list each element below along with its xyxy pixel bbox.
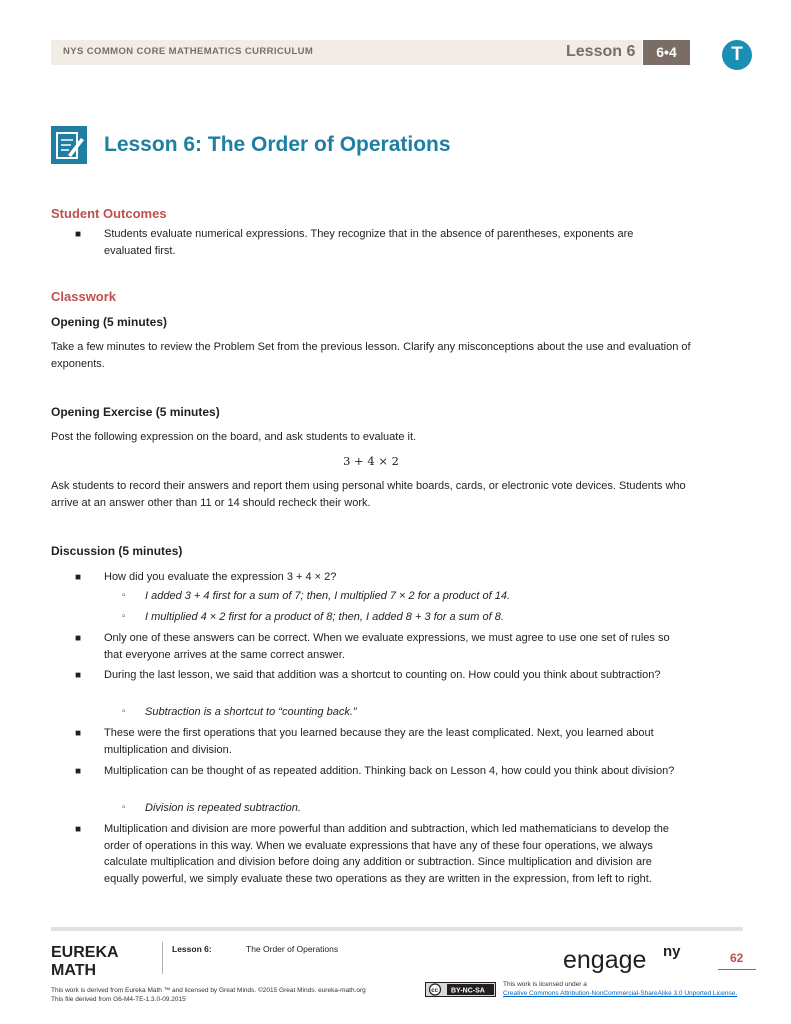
svg-text:engage: engage bbox=[563, 946, 647, 974]
footer-lesson-title: The Order of Operations bbox=[246, 944, 339, 954]
expression: 3 + 4 × 2 bbox=[343, 454, 399, 468]
footer-rule bbox=[51, 927, 743, 931]
opening-text: Take a few minutes to review the Problem Set from the previous lesson. Clarify any misconceptions about the use and evaluation of exponents. bbox=[51, 341, 691, 370]
svg-text:MATH: MATH bbox=[51, 962, 97, 978]
page-number-underline bbox=[718, 969, 756, 970]
footer-credit bbox=[51, 986, 421, 1004]
header-lesson: Lesson 6 bbox=[566, 43, 636, 60]
opening-heading: Opening (5 minutes) bbox=[51, 315, 168, 329]
discussion-paragraph-3: During the last lesson, we said that addition was a shortcut to counting on. How could you think about subtraction? bbox=[104, 669, 661, 681]
discussion-answer-2: I multiplied 4 × 2 first for a product of 8; then, I added 8 + 3 for a sum of 8. bbox=[145, 611, 504, 623]
svg-text:cc: cc bbox=[431, 988, 438, 994]
discussion-answer-5: Division is repeated subtraction. bbox=[145, 802, 301, 814]
curriculum-label: NYS COMMON CORE MATHEMATICS CURRICULUM bbox=[63, 46, 314, 57]
credit-line-1: This work is derived from Eureka Math ™ and licensed by Great Minds. ©2015 Great Minds. eureka-math.org bbox=[51, 987, 366, 994]
discussion-paragraph-2: Only one of these answers can be correct. When we evaluate expressions, we must agree to use one set of rules so that everyone arrives at the same correct answer. bbox=[104, 632, 670, 661]
discussion-paragraph-6: Multiplication and division are more powerful than addition and subtraction, which led mathematicians to develop the order of operations in this way. When we evaluate expressions that have any of these four operations, we always calculate multiplication and division before doing any addition or subtraction. Since multiplication and division are equally powerful, we simply evaluate these two operations as they are written in the expression, from left to right. bbox=[104, 823, 669, 885]
bullet-square-icon: ■ bbox=[75, 728, 82, 739]
discussion-paragraph-4: These were the first operations that you learned because they are the least complicated. Next, you learned about multiplication and division. bbox=[104, 727, 654, 756]
discussion-answer-3: Subtraction is a shortcut to “counting back.” bbox=[145, 706, 357, 718]
svg-text:EUREKA: EUREKA bbox=[51, 944, 119, 961]
page-number: 62 bbox=[730, 951, 744, 965]
student-outcomes-heading: Student Outcomes bbox=[51, 206, 167, 221]
opening-exercise-text-2: Ask students to record their answers and report them using personal white boards, cards, or electronic vote devices. Students who arrive at an answer other than 11 or 14 should recheck their work. bbox=[51, 480, 686, 509]
footer-license bbox=[503, 980, 763, 998]
footer-lesson-label: Lesson 6: bbox=[172, 944, 212, 954]
license-line-1: This work is licensed under a bbox=[503, 981, 587, 988]
footer-divider bbox=[162, 942, 163, 974]
cc-license-badge bbox=[425, 982, 496, 997]
bullet-square-icon: ■ bbox=[75, 670, 82, 681]
credit-line-2: This file derived from G6-M4-TE-1.3.0-09.2015 bbox=[51, 996, 186, 1003]
sub-bullet-icon: ▫ bbox=[122, 611, 126, 622]
svg-text:BY-NC-SA: BY-NC-SA bbox=[451, 987, 485, 995]
bullet-square-icon: ■ bbox=[75, 824, 82, 835]
discussion-heading: Discussion (5 minutes) bbox=[51, 544, 183, 558]
discussion-paragraph-5: Multiplication can be thought of as repeated addition. Thinking back on Lesson 4, how could you think about division? bbox=[104, 765, 675, 777]
engageny-logo bbox=[563, 944, 689, 974]
bullet-square-icon: ■ bbox=[75, 633, 82, 644]
bullet-square-icon: ■ bbox=[75, 229, 82, 240]
opening-exercise-text-1: Post the following expression on the board, and ask students to evaluate it. bbox=[51, 431, 417, 443]
lesson-notepad-icon bbox=[51, 126, 87, 164]
opening-exercise-heading: Opening Exercise (5 minutes) bbox=[51, 405, 220, 419]
sub-bullet-icon: ▫ bbox=[122, 802, 126, 813]
eureka-math-logo bbox=[51, 942, 146, 978]
teacher-badge: T bbox=[722, 40, 752, 70]
page-title: Lesson 6: The Order of Operations bbox=[104, 133, 451, 156]
grade-module-box: 6•4 bbox=[643, 40, 690, 65]
discussion-answer-1: I added 3 + 4 first for a sum of 7; then, I multiplied 7 × 2 for a product of 14. bbox=[145, 590, 511, 602]
license-link[interactable]: Creative Commons Attribution-NonCommercial-ShareAlike 3.0 Unported License. bbox=[503, 990, 738, 997]
discussion-question-1: How did you evaluate the expression 3 + 4 × 2? bbox=[104, 571, 337, 583]
outcome-text: Students evaluate numerical expressions. They recognize that in the absence of parentheses, exponents are evaluated first. bbox=[104, 228, 634, 257]
bullet-square-icon: ■ bbox=[75, 766, 82, 777]
sub-bullet-icon: ▫ bbox=[122, 590, 126, 601]
svg-text:ny: ny bbox=[663, 944, 681, 960]
classwork-heading: Classwork bbox=[51, 289, 117, 304]
bullet-square-icon: ■ bbox=[75, 572, 82, 583]
sub-bullet-icon: ▫ bbox=[122, 706, 126, 717]
